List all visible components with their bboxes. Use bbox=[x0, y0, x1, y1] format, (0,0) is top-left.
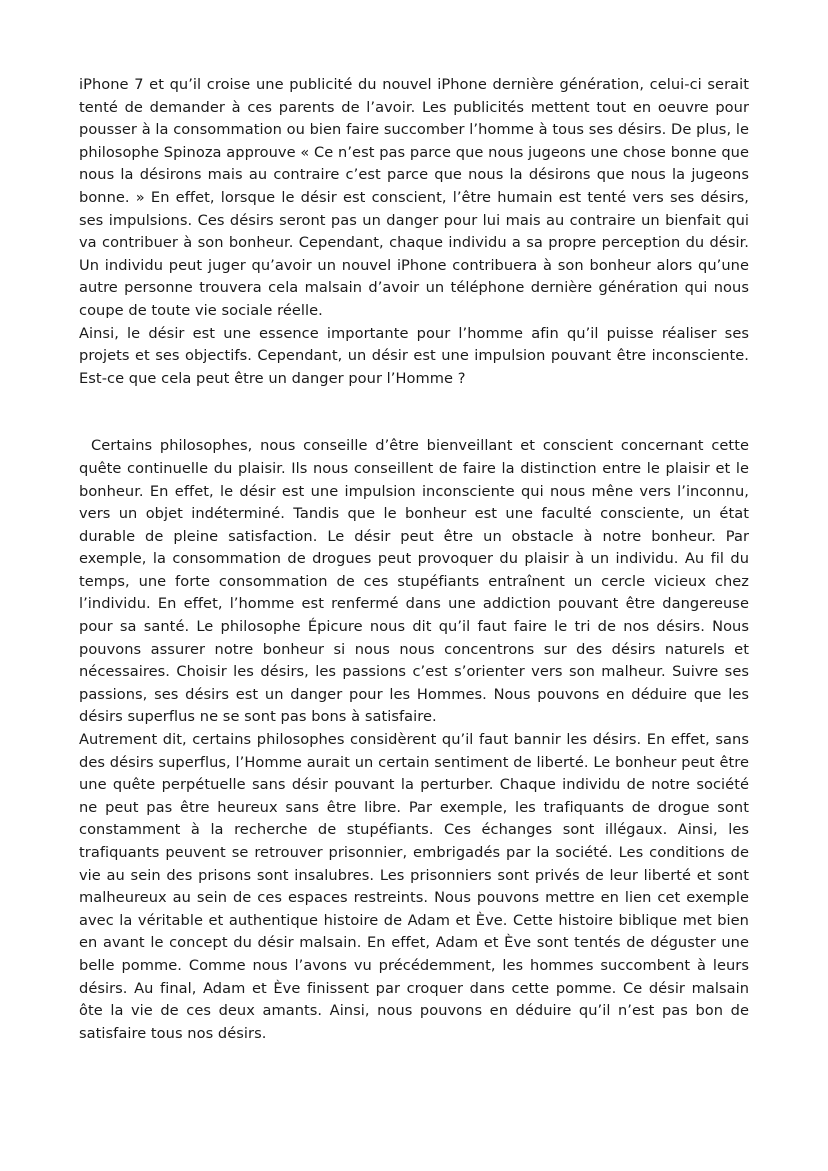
paragraph-iphone-spinoza: iPhone 7 et qu’il croise une publicité du nouvel iPhone dernière génération, celui-ci serait tenté de demander à ces parents de l’avoir. Les publicités mettent tout en oeuvre pour pousser à la consommation ou bien faire succomber l’homme à tous ses désirs. De plus, le philosophe Spinoza approuve « Ce n’est pas parce que nous jugeons une chose bonne que nous la désirons mais au contraire c’est parce que nous la désirons que nous la jugeons bonne. » En effet, lorsque le désir est conscient, l’être humain est tenté vers ses désirs, ses impulsions. Ces désirs seront pas un danger pour lui mais au contraire un bienfait qui va contribuer à son bonheur. Cependant, chaque individu a sa propre perception du désir. Un individu peut juger qu’avoir un nouvel iPhone contribuera à son bonheur alors qu’une autre personne trouvera cela malsain d’avoir un téléphone dernière génération qui nous coupe de toute vie sociale réelle. bbox=[79, 76, 749, 319]
paragraph-gap bbox=[79, 390, 749, 435]
paragraph-plaisir-bonheur: Certains philosophes, nous conseille d’être bienveillant et conscient concernant cette quête continuelle du plaisir. Ils nous conseillent de faire la distinction entre le plaisir et le bonheur. En effet, le désir est une impulsion inconsciente qui nous mêne vers l’inconnu, vers un objet indéterminé. Tandis que le bonheur est une faculté consciente, un état durable de pleine satisfaction. Le désir peut être un obstacle à notre bonheur. Par exemple, la consommation de drogues peut provoquer du plaisir à un individu. Au fil du temps, une forte consommation de ces stupéfiants entraînent un cercle vicieux chez l’individu. En effet, l’homme est renfermé dans une addiction pouvant être dangereuse pour sa santé. Le philosophe Épicure nous dit qu’il faut faire le tri de nos désirs. Nous pouvons assurer notre bonheur si nous nous concentrons sur des désirs naturels et nécessaires. Choisir les désirs, les passions c’est s’orienter vers son malheur. Suivre ses passions, ses désirs est un danger pour les Hommes. Nous pouvons en déduire que les désirs superflus ne se sont pas bons à satisfaire. bbox=[79, 437, 749, 726]
document-page bbox=[79, 74, 749, 1045]
paragraph-transition-question: Ainsi, le désir est une essence importante pour l’homme afin qu’il puisse réaliser ses projets et ses objectifs. Cependant, un désir est une impulsion pouvant être inconsciente. Est-ce que cela peut être un danger pour l’Homme ? bbox=[79, 324, 749, 387]
paragraph-bannir-desirs: Autrement dit, certains philosophes considèrent qu’il faut bannir les désirs. En effet, sans des désirs superflus, l’Homme aurait un certain sentiment de liberté. Le bonheur peut être une quête perpétuelle sans désir pouvant la perturber. Chaque individu de notre société ne peut pas être heureux sans être libre. Par exemple, les trafiquants de drogue sont constamment à la recherche de stupéfiants. Ces échanges sont illégaux. Ainsi, les trafiquants peuvent se retrouver prisonnier, embrigadés par la société. Les conditions de vie au sein des prisons sont insalubres. Les prisonniers sont privés de leur liberté et sont malheureux au sein de ces espaces restreints. Nous pouvons mettre en lien cet exemple avec la véritable et authentique histoire de Adam et Ève. Cette histoire biblique met bien en avant le concept du désir malsain. En effet, Adam et Ève sont tentés de déguster une belle pomme. Comme nous l’avons vu précédemment, les hommes succombent à leurs désirs. Au final, Adam et Ève finissent par croquer dans cette pomme. Ce désir malsain ôte la vie de ces deux amants. Ainsi, nous pouvons en déduire qu’il n’est pas bon de satisfaire tous nos désirs. bbox=[79, 731, 749, 1042]
